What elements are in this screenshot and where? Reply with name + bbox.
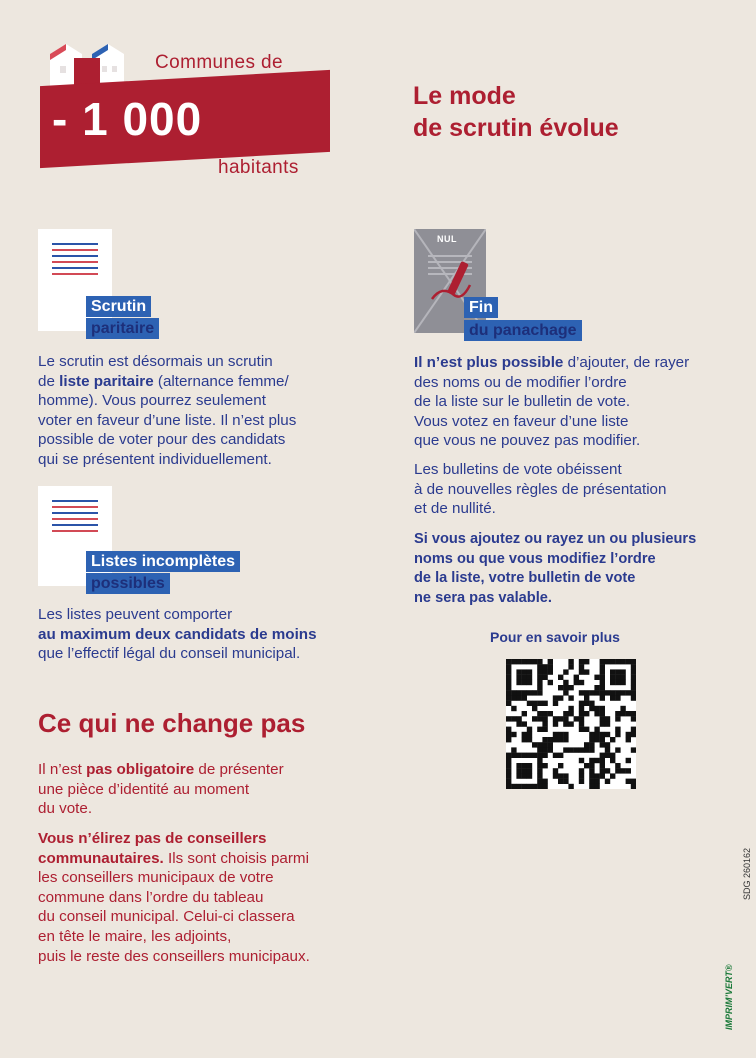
listes-text: Les listes peuvent comporter au maximum deux candidats de moins que l’effectif légal du conseil municipal.: [38, 606, 317, 663]
tag-scrutin: Scrutin: [86, 296, 151, 317]
tag-du-panachage: du panachage: [464, 320, 582, 341]
more-info-caption: Pour en savoir plus: [490, 629, 620, 645]
tag-fin: Fin: [464, 297, 498, 318]
page-title: Le mode de scrutin évolue: [413, 82, 619, 142]
conseillers-text: Vous n’élirez pas de conseillers communautaires. Ils sont choisis parmi les conseillers municipaux de votre commune dans l’ordre du tableau du conseil municipal. Celui-ci classera en tête le maire, les adjoints, puis le reste des conseillers municipaux.: [38, 830, 310, 965]
population-threshold: - 1 000: [52, 93, 203, 145]
id-text: Il n’est pas obligatoire de présenter une pièce d’identité au moment du vote.: [38, 761, 284, 818]
qr-code[interactable]: [506, 659, 636, 789]
tag-listes-incompletes: Listes incomplètes: [86, 551, 240, 572]
panachage-warning-text: Si vous ajoutez ou rayez un ou plusieurs noms ou que vous modifiez l’ordre de la liste, votre bulletin de vote ne sera pas valable.: [414, 531, 697, 606]
document-code: SDG 260162: [742, 847, 752, 900]
imprim-vert-logo: IMPRIM’VERT®: [724, 964, 734, 1030]
panachage-rules-text: Les bulletins de vote obéissent à de nouvelles règles de présentation et de nullité.: [414, 461, 667, 518]
unchanged-title: Ce qui ne change pas: [38, 708, 306, 738]
habitants-label: habitants: [218, 157, 299, 178]
tag-possibles: possibles: [86, 573, 170, 594]
paritaire-text: Le scrutin est désormais un scrutin de liste paritaire (alternance femme/ homme). Vous pourrez seulement voter en faveur d’une liste. Il n’est plus possible de voter pour des candidats qui se présentent individuellement.: [38, 353, 297, 468]
nul-label: NUL: [437, 234, 457, 244]
panachage-text: Il n’est plus possible d’ajouter, de rayer des noms ou de modifier l’ordre de la liste sur le bulletin de vote. Vous votez en faveur d’une liste que vous ne pouvez pas modifier.: [414, 354, 690, 450]
tag-paritaire: paritaire: [86, 318, 159, 339]
communes-de-label: Communes de: [155, 52, 283, 73]
